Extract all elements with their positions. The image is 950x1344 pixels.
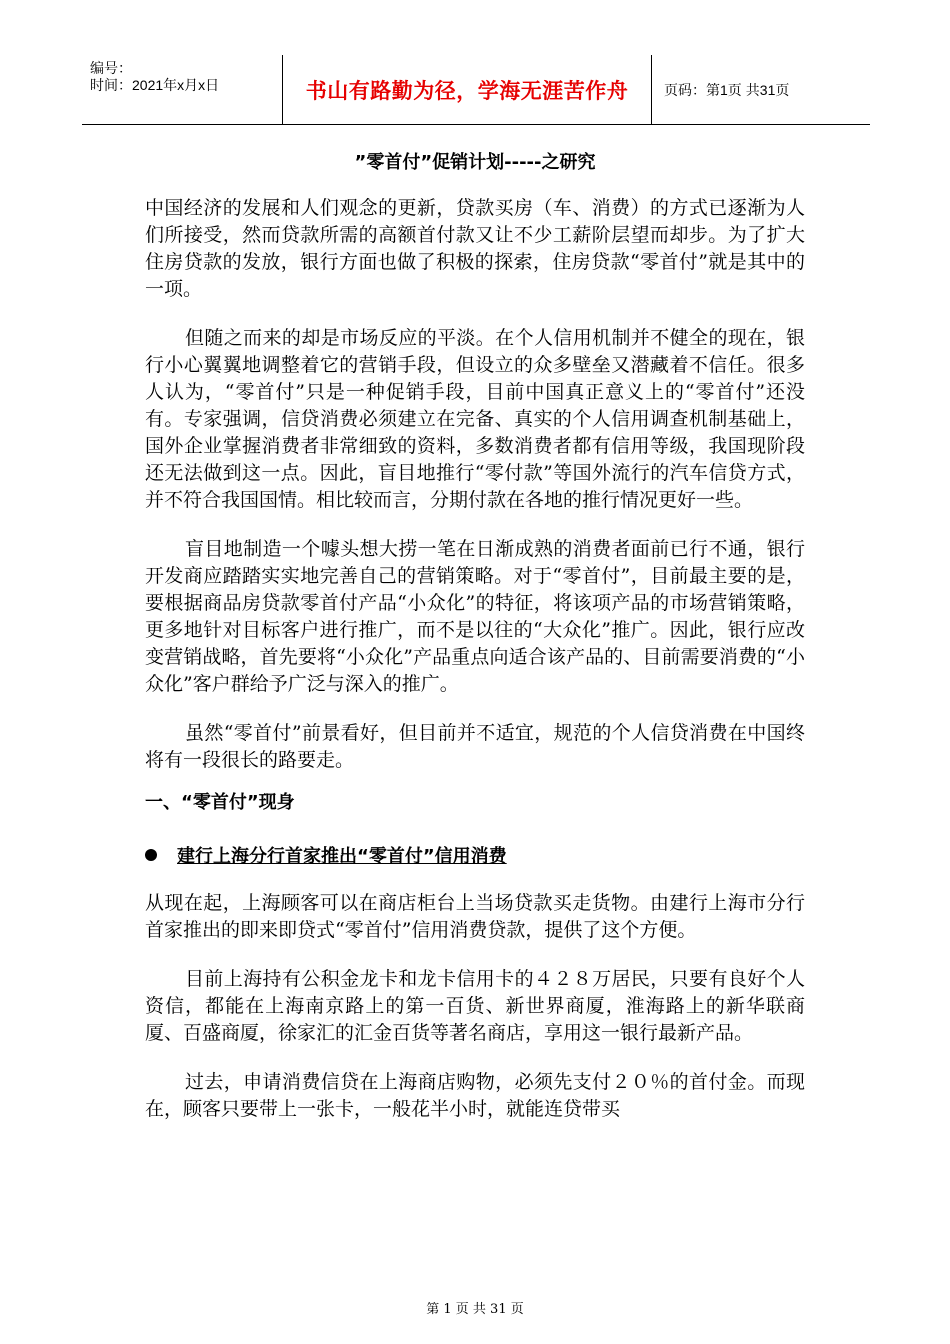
page-total-label: 共31页 [745, 82, 790, 98]
header-motto: 书山有路勤为径，学海无涯苦作舟 [305, 79, 629, 103]
page-number-label: 页码：第1页 [664, 82, 742, 98]
paragraph: 从现在起，上海顾客可以在商店柜台上当场贷款买走货物。由建行上海市分行首家推出的即来即贷式“零首付”信用消费贷款，提供了这个方便。 [145, 892, 805, 941]
bullet-dot-icon [145, 849, 157, 861]
header-motto-cell [282, 55, 652, 125]
paragraph: 盲目地制造一个噱头想大捞一笔在日渐成熟的消费者面前已行不通，银行开发商应踏踏实实地完善自己的营销策略。对于“零首付”，目前最主要的是，要根据商品房贷款零首付产品“小众化”的特征，将该项产品的市场营销策略，更多地针对目标客户进行推广，而不是以往的“大众化”推广。因此，银行应改变营销战略，首先要将“小众化”产品重点向适合该产品的、目前需要消费的“小众化”客户群给予广泛与深入的推广。 [145, 538, 805, 695]
paragraph: 过去，申请消费信贷在上海商店购物，必须先支付２０％的首付金。而现在，顾客只要带上一张卡，一般花半小时，就能连贷带买 [145, 1071, 805, 1120]
document-date-label: 时间：2021年x月x日 [90, 77, 220, 93]
paragraph: 但随之而来的却是市场反应的平淡。在个人信用机制并不健全的现在，银行小心翼翼地调整着它的营销手段，但设立的众多壁垒又潜藏着不信任。很多人认为，“零首付”只是一种促销手段，目前中国真正意义上的“零首付”还没有。专家强调，信贷消费必须建立在完备、真实的个人信用调查机制基础上，国外企业掌握消费者非常细致的资料，多数消费者都有信用等级，我国现阶段还无法做到这一点。因此，盲目地推行“零付款”等国外流行的汽车信贷方式，并不符合我国国情。相比较而言，分期付款在各地的推行情况更好一些。 [145, 327, 805, 511]
document-title: ”零首付”促销计划-----之研究 [354, 152, 596, 173]
bullet-heading-row [145, 842, 805, 868]
paragraph: 目前上海持有公积金龙卡和龙卡信用卡的４２８万居民，只要有良好个人资信，都能在上海南京路上的第一百货、新世界商厦，淮海路上的新华联商厦、百盛商厦，徐家汇的汇金百货等著名商店，享用这一银行最新产品。 [145, 968, 805, 1044]
header-meta [82, 55, 282, 125]
page-header [82, 55, 870, 125]
paragraph: 虽然“零首付”前景看好，但目前并不适宜，规范的个人信贷消费在中国终将有一段很长的路要走。 [145, 722, 805, 771]
document-body [145, 195, 805, 1145]
header-page-info [652, 55, 870, 125]
paragraph: 中国经济的发展和人们观念的更新，贷款买房（车、消费）的方式已逐渐为人们所接受，然而贷款所需的高额首付款又让不少工薪阶层望而却步。为了扩大住房贷款的发放，银行方面也做了积极的探索，住房贷款“零首付”就是其中的一项。 [145, 197, 805, 300]
section-heading: 一、“零首付”现身 [145, 792, 295, 813]
page-footer: 第 1 页 共 31 页 [426, 1302, 524, 1317]
document-number-label: 编号： [90, 60, 132, 76]
bullet-heading: 建行上海分行首家推出“零首付”信用消费 [177, 846, 507, 867]
